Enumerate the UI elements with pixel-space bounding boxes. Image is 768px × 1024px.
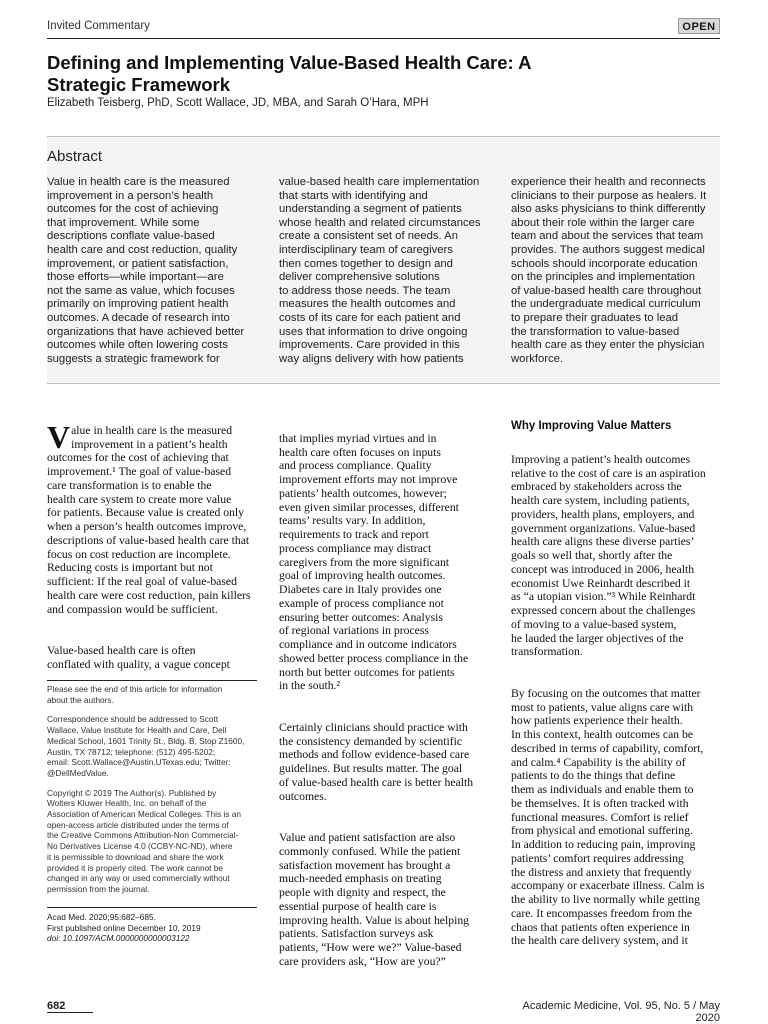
body-paragraph: By focusing on the outcomes that matter most to patients, value aligns care with how patients experience their health. In this context, health outcomes can be described in terms of capability, comfort, and calm.⁴ Capability is the ability of patients to do the things that define them as individuals and enable them to be themselves. It is often tracked with functional measures. Comfort is relief from physical and emotional suffering. In addition to reducing pain, improving patients’ comfort requires addressing the distress and anxiety that frequently accompany or exacerbate illness. Calm is the ability to live normally while getting care. It encompasses freedom from the chaos that patients often experience in the health care delivery system, and it bbox=[511, 686, 705, 948]
citation-rule bbox=[47, 907, 257, 908]
drop-cap: V bbox=[47, 418, 71, 455]
article-authors: Elizabeth Teisberg, PhD, Scott Wallace, JD, MBA, and Sarah O’Hara, MPH bbox=[47, 97, 429, 109]
published-date: First published online December 10, 2019 bbox=[47, 922, 201, 933]
doi-link[interactable]: doi: 10.1097/ACM.0000000000003122 bbox=[47, 933, 190, 944]
open-access-badge: OPEN bbox=[678, 18, 720, 34]
citation-block bbox=[47, 912, 262, 944]
article-title: Defining and Implementing Value-Based Health Care: A Strategic Framework bbox=[47, 52, 531, 95]
copyright-note: Copyright © 2019 The Author(s). Published by Wolters Kluwer Health, Inc. on behalf of the Association of American Medical Colleges. This is an open-access article distributed under the terms of the Creative Commons Attribution-Non Commercial- No Derivatives License 4.0 (CCBY-NC-ND), where it is permissible to download and share the work provided it is properly cited. The work cannot be changed in any way or used commercially without permission from the journal. bbox=[47, 787, 241, 894]
body-paragraph bbox=[47, 418, 262, 617]
body-paragraph: that implies myriad virtues and in health care often focuses on inputs and process compliance. Quality improvement efforts may not improve patients’ health outcomes, however; even given similar processes, different teams’ results vary. In addition, requirements to track and report process compliance may distract caregivers from the more significant goal of improving health outcomes. Diabetes care in Italy provides one example of process compliance not ensuring better outcomes: Analysis of regional variations in process compliance and in outcome indicators showed better process compliance in the north but better outcomes for patients in the south.² bbox=[279, 431, 469, 693]
section-heading: Why Improving Value Matters bbox=[511, 420, 672, 432]
correspondence-note: Correspondence should be addressed to Scott Wallace, Value Institute for Health and Care, Dell Medical School, 1601 Trinity St., Bldg. B, Stop Z1600, Austin, TX 78712; telephone: (512) 495-5202; email: Scott.Wallace@Austin.UTexas.edu; Twitter: @DellMedValue. bbox=[47, 714, 245, 778]
section-label: Invited Commentary bbox=[47, 20, 150, 32]
body-paragraph: Value-based health care is often conflated with quality, a vague concept bbox=[47, 644, 230, 671]
body-column-1 bbox=[47, 410, 262, 699]
citation: Acad Med. 2020;95:682–685. bbox=[47, 912, 156, 922]
journal-footer: Academic Medicine, Vol. 95, No. 5 / May 2020 bbox=[522, 1000, 720, 1024]
abstract-column-3: experience their health and reconnects clinicians to their purpose as healers. It also asks physicians to think differently about their role within the larger care team and about the services that team provides. The authors suggest medical schools should incorporate education on the principles and implementation of value-based health care throughout the undergraduate medical curriculum to prepare their graduates to lead the transformation to value-based health care as they enter the physician workforce. bbox=[511, 176, 707, 365]
header-rule bbox=[47, 38, 720, 39]
body-paragraph: Certainly clinicians should practice with the consistency demanded by scientific methods and follow evidence-based care guidelines. But results matter. The goal of value-based health care is better health outcomes. bbox=[279, 720, 474, 803]
abstract-heading: Abstract bbox=[47, 148, 103, 165]
abstract-column-2: value-based health care implementation that starts with identifying and understanding a segment of patients whose health and related circumstances create a consistent set of needs. An interdisciplinary team of caregivers then comes together to design and deliver comprehensive solutions to address those needs. The team measures the health outcomes and costs of its care for each patient and uses that information to drive ongoing improvements. Care provided in this way aligns delivery with how patients bbox=[279, 176, 481, 365]
abstract-column-1: Value in health care is the measured improvement in a person’s health outcomes for the cost of achieving that improvement. While some descriptions conflate value-based health care and cost reduction, quality improvement, or patient satisfaction, those efforts—while important—are not the same as value, which focuses primarily on improving patient health outcomes. A decade of research into organizations that have achieved better outcomes while often lowering costs suggests a strategic framework for bbox=[47, 176, 245, 365]
paragraph-text: alue in health care is the measured improvement in a patient’s health outcomes for the cost of achieving that improvement.¹ The goal of value-based care transformation is to enable the health care system to create more value for patients. Because value is created only when a person’s health outcomes improve, descriptions of value-based health care that focus on cost reduction are incomplete. Reducing costs is important but not sufficient: If the real goal of value-based health care were cost reduction, pain killers and compassion would be sufficient. bbox=[47, 423, 251, 616]
page-number: 682 bbox=[47, 1000, 66, 1012]
body-column-2 bbox=[279, 418, 494, 996]
body-paragraph: Improving a patient’s health outcomes relative to the cost of care is an aspiration embraced by stakeholders across the health care system, including patients, providers, health plans, employers, and government organizations. Value-based health care aligns these diverse parties’ goals so well that, shortly after the concept was introduced in 2006, health economist Uwe Reinhardt described it as “a utopian vision.”³ While Reinhardt expressed concern about the challenges of moving to a value-based system, he lauded the larger objectives of the transformation. bbox=[511, 452, 706, 659]
body-column-3 bbox=[511, 439, 726, 976]
see-end-note: Please see the end of this article for information about the authors. bbox=[47, 684, 223, 705]
body-paragraph: Value and patient satisfaction are also commonly confused. While the patient satisfaction movement has brought a much-needed emphasis on treating people with dignity and respect, the essential purpose of health care is improving health. Value is about helping patients. Satisfaction surveys ask patients, “How were we?” Value-based care providers ask, “How are you?” bbox=[279, 831, 470, 968]
author-notes bbox=[47, 684, 262, 904]
notes-rule bbox=[47, 680, 257, 681]
footer-rule bbox=[47, 1012, 93, 1013]
